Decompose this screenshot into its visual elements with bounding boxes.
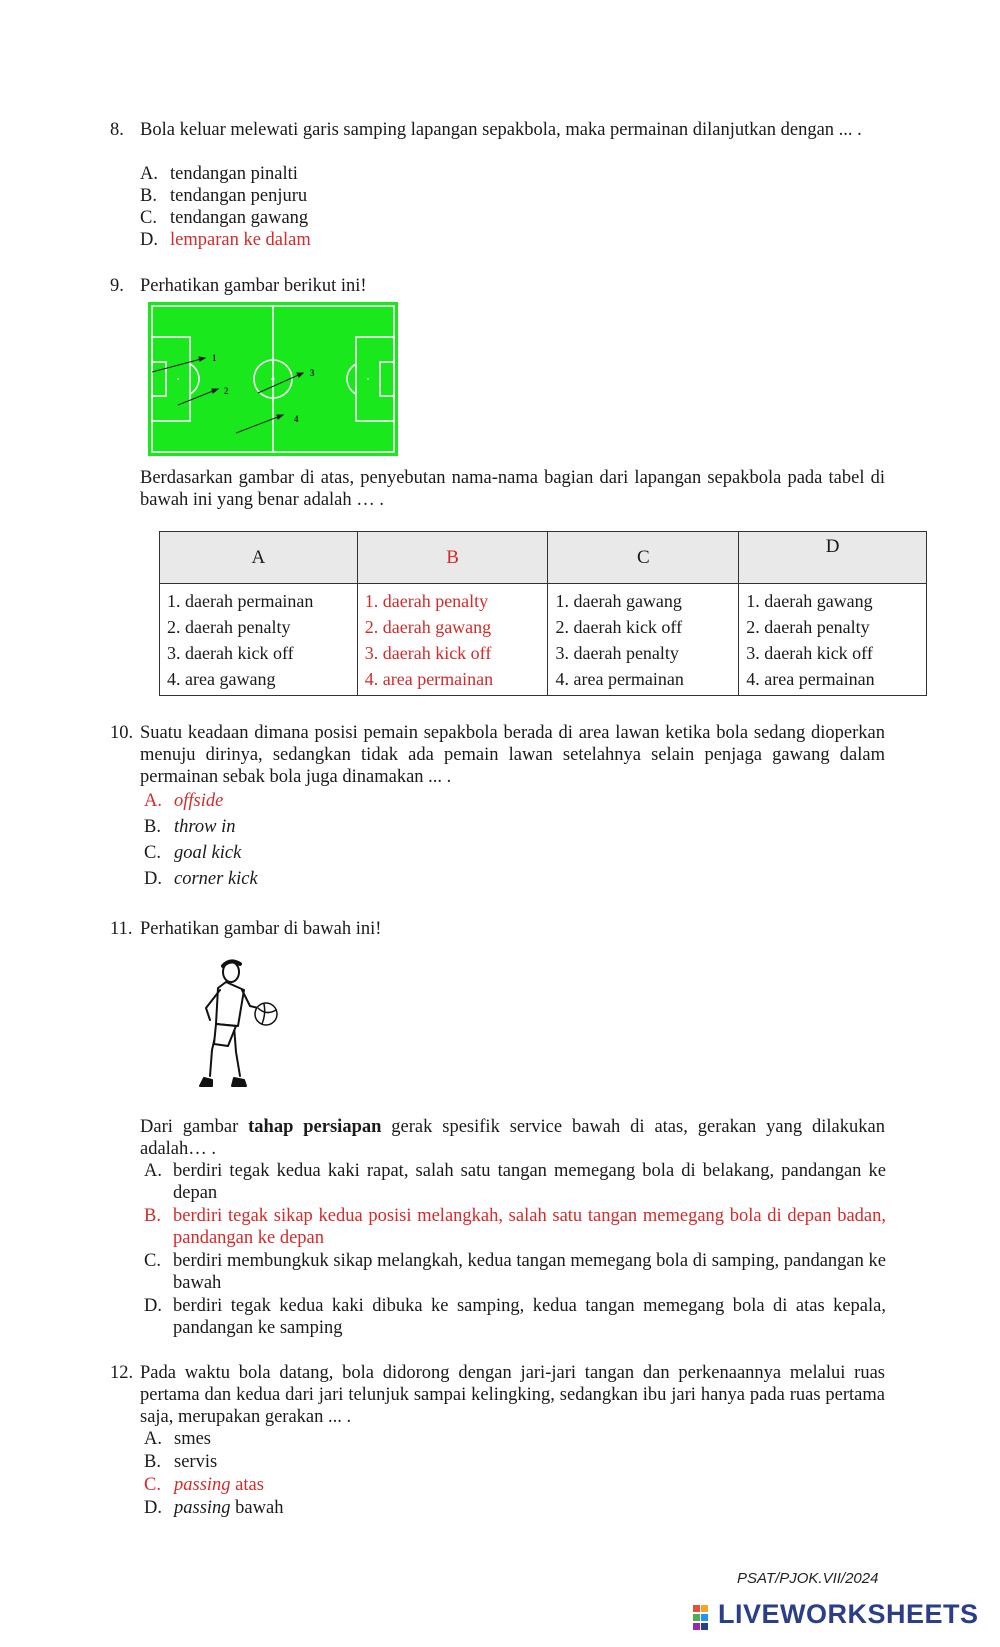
option-letter: D. — [144, 869, 162, 889]
q9-question: Perhatikan gambar berikut ini! — [140, 276, 367, 296]
cell-item: 3. daerah kick off — [364, 643, 492, 663]
option-text-answer: atas — [230, 1475, 264, 1495]
option-letter: A. — [140, 164, 158, 184]
option-letter: C. — [144, 1251, 161, 1271]
cell-item: 1. daerah gawang — [746, 591, 873, 611]
table-header-c: C — [548, 532, 739, 584]
instruction-bold: tahap persiapan — [248, 1117, 382, 1137]
option-letter: B. — [144, 817, 161, 837]
table-header-b: B — [357, 532, 548, 584]
table-header-a: A — [160, 532, 358, 584]
option-letter: A. — [144, 1161, 162, 1181]
cell-item: 2. daerah kick off — [555, 617, 683, 637]
q8-option-b[interactable] — [140, 185, 307, 207]
option-text-italic: passing — [174, 1475, 231, 1495]
option-letter: A. — [144, 1429, 162, 1449]
option-letter: D. — [144, 1296, 162, 1316]
q11-question: Perhatikan gambar di bawah ini! — [140, 919, 382, 939]
table-cell-d[interactable] — [739, 584, 927, 696]
option-letter: A. — [144, 791, 162, 811]
q9-number: 9. — [110, 276, 124, 296]
table-header-d: D — [739, 532, 927, 584]
instruction-text: gerak spesifik service bawah di atas, gerakan yang dilakukan adalah… . — [140, 1117, 885, 1159]
q12-number: 12. — [110, 1363, 134, 1383]
q8-number: 8. — [110, 120, 124, 140]
option-text: tendangan gawang — [170, 208, 309, 228]
option-text: throw in — [174, 817, 236, 837]
table-cell-a[interactable] — [160, 584, 358, 696]
option-letter: B. — [144, 1206, 161, 1226]
cell-item: 4. area permainan — [746, 669, 875, 689]
q12-option-d[interactable] — [144, 1497, 283, 1519]
q10-option-a[interactable] — [144, 790, 223, 812]
football-field-image — [148, 302, 398, 456]
field-label-3: 3 — [310, 368, 315, 378]
option-text: smes — [174, 1429, 211, 1449]
volleyball-player-image — [188, 958, 284, 1092]
option-text-answer: lemparan ke dalam — [170, 230, 311, 250]
option-text: corner kick — [174, 869, 258, 889]
option-text: tendangan penjuru — [170, 186, 308, 206]
q11-option-b[interactable] — [144, 1205, 886, 1249]
q9-instruction: Berdasarkan gambar di atas, penyebutan nama-nama bagian dari lapangan sepakbola pada tabel di bawah ini yang benar adalah … . — [140, 468, 885, 510]
option-text: berdiri membungkuk sikap melangkah, kedua tangan memegang bola di samping, pandangan ke bawah — [173, 1251, 886, 1293]
q10-option-d[interactable] — [144, 868, 258, 890]
q10-question: Suatu keadaan dimana posisi pemain sepakbola berada di area lawan ketika bola sedang dioperkan menuju dirinya, sedangkan tidak ada pemain lawan setelahnya selain penjaga gawang dalam permainan sebak bola juga dinamakan ... . — [140, 723, 885, 787]
cell-item: 3. daerah penalty — [555, 643, 679, 663]
q12-option-c[interactable] — [144, 1474, 264, 1496]
q11-instruction — [140, 1116, 885, 1160]
option-text: bawah — [230, 1498, 284, 1518]
option-letter: B. — [144, 1452, 161, 1472]
q12-option-a[interactable] — [144, 1428, 211, 1450]
document-code: PSAT/PJOK.VII/2024 — [737, 1570, 879, 1587]
answer-table — [159, 531, 927, 696]
q10-number: 10. — [110, 723, 134, 743]
cell-item: 3. daerah kick off — [167, 643, 294, 663]
option-text-italic: passing — [174, 1498, 231, 1518]
option-letter: C. — [140, 208, 157, 228]
cell-item: 2. daerah penalty — [746, 617, 870, 637]
table-cell-b[interactable] — [357, 584, 548, 696]
q8-option-a[interactable] — [140, 163, 298, 185]
q8-option-d[interactable] — [140, 229, 311, 251]
q10-option-c[interactable] — [144, 842, 241, 864]
cell-item: 1. daerah permainan — [167, 591, 314, 611]
option-text: berdiri tegak kedua kaki rapat, salah satu tangan memegang bola di belakang, pandangan ke depan — [173, 1161, 886, 1203]
cell-item: 4. area permainan — [364, 669, 494, 689]
instruction-text: Dari gambar — [140, 1117, 249, 1137]
q12-question: Pada waktu bola datang, bola didorong dengan jari-jari tangan dan perkenaannya melalui ruas pertama dan kedua dari jari telunjuk sampai kelingking, sedangkan ibu jari hanya pada ruas pertama saja, merupakan gerakan ... . — [140, 1363, 885, 1427]
liveworksheets-logo-text[interactable]: LIVEWORKSHEETS — [718, 1599, 979, 1629]
q11-number: 11. — [110, 919, 133, 939]
option-letter: D. — [140, 230, 158, 250]
cell-item: 4. area gawang — [167, 669, 276, 689]
option-letter: C. — [144, 1475, 161, 1495]
q10-option-b[interactable] — [144, 816, 236, 838]
field-label-1: 1 — [212, 353, 217, 363]
q11-option-c[interactable] — [144, 1250, 886, 1294]
cell-item: 4. area permainan — [555, 669, 684, 689]
option-letter: B. — [140, 186, 157, 206]
option-text: tendangan pinalti — [170, 164, 298, 184]
field-label-4: 4 — [294, 414, 299, 424]
cell-item: 1. daerah gawang — [555, 591, 682, 611]
liveworksheets-logo-icon — [693, 1605, 717, 1631]
option-text-answer: berdiri tegak sikap kedua posisi melangkah, salah satu tangan memegang bola di depan badan, pandangan ke depan — [173, 1206, 886, 1248]
option-text-answer: offside — [174, 791, 224, 811]
cell-item: 2. daerah penalty — [167, 617, 291, 637]
q8-option-c[interactable] — [140, 207, 308, 229]
cell-item: 3. daerah kick off — [746, 643, 873, 663]
field-label-2: 2 — [224, 386, 229, 396]
q11-option-d[interactable] — [144, 1295, 886, 1339]
q12-option-b[interactable] — [144, 1451, 217, 1473]
option-text: servis — [174, 1452, 218, 1472]
option-text: berdiri tegak kedua kaki dibuka ke samping, kedua tangan memegang bola di atas kepala, pandangan ke samping — [173, 1296, 886, 1338]
cell-item: 1. daerah penalty — [364, 591, 489, 611]
table-cell-c[interactable] — [548, 584, 739, 696]
option-letter: D. — [144, 1498, 162, 1518]
option-text: goal kick — [174, 843, 242, 863]
q11-option-a[interactable] — [144, 1160, 886, 1204]
q8-question: Bola keluar melewati garis samping lapangan sepakbola, maka permainan dilanjutkan dengan ... . — [140, 120, 862, 140]
option-letter: C. — [144, 843, 161, 863]
cell-item: 2. daerah gawang — [364, 617, 492, 637]
